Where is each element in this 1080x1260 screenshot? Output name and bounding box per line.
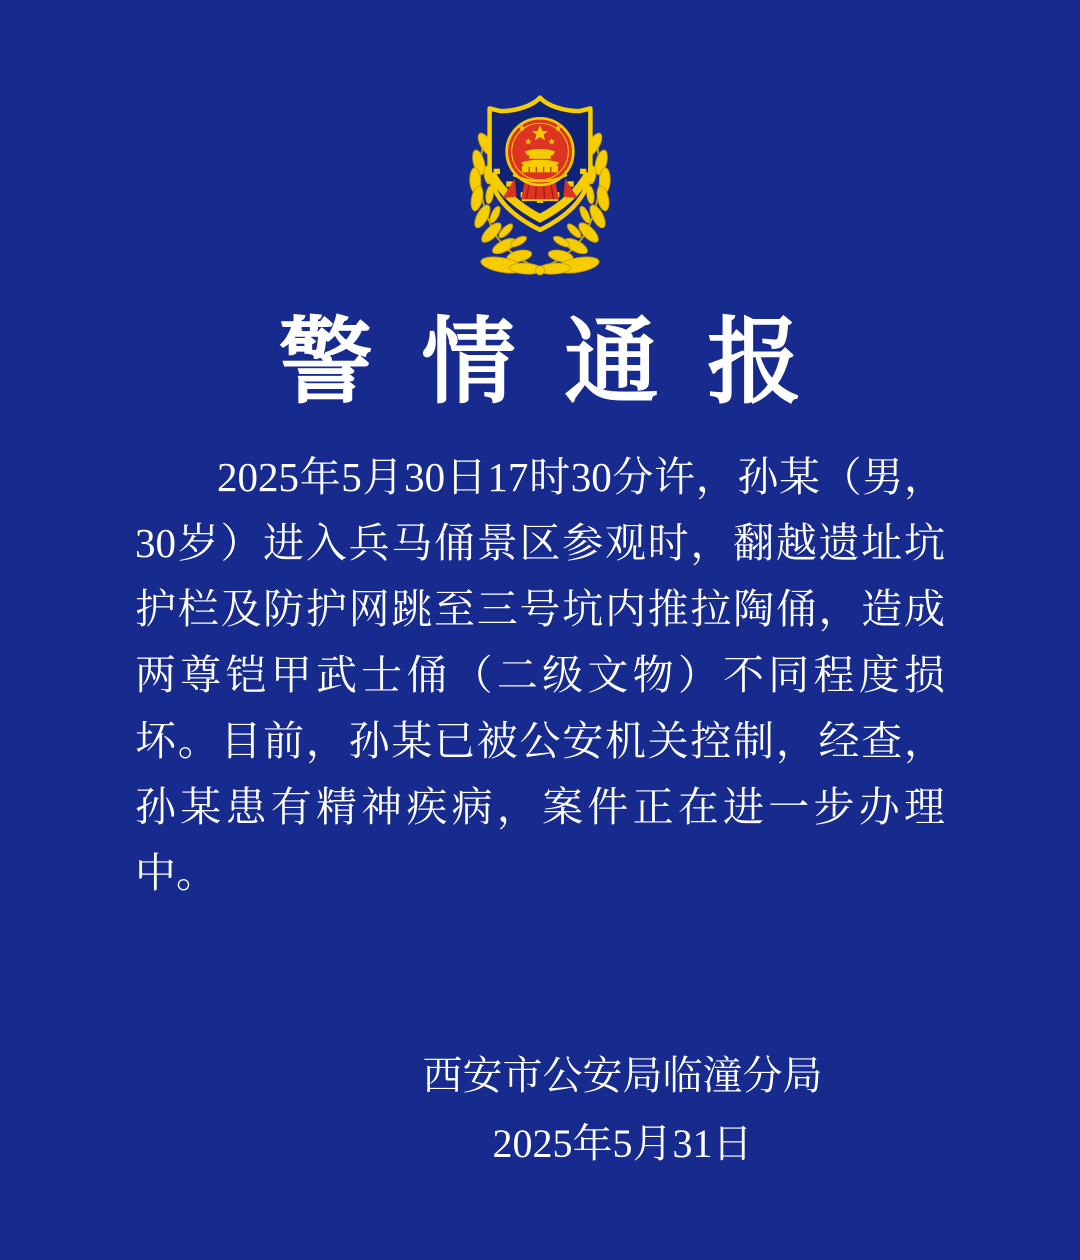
notice-footer [165, 1042, 1080, 1178]
notice-body: 2025年5月30日17时30分许，孙某（男，30岁）进入兵马俑景区参观时，翻越遗址坑护栏及防护网跳至三号坑内推拉陶俑，造成两尊铠甲武士俑（二级文物）不同程度损坏。目前，孙某已被公安机关控制，经查，孙某患有精神疾病，案件正在进一步办理中。 [135, 454, 945, 896]
police-badge-emblem [450, 88, 630, 280]
notice-title: 警情通报 [278, 311, 851, 415]
notice-date: 2025年5月31日 [492, 1121, 753, 1166]
issuing-authority-signature: 西安市公安局临潼分局 [422, 1053, 823, 1098]
police-badge-icon [450, 88, 630, 280]
